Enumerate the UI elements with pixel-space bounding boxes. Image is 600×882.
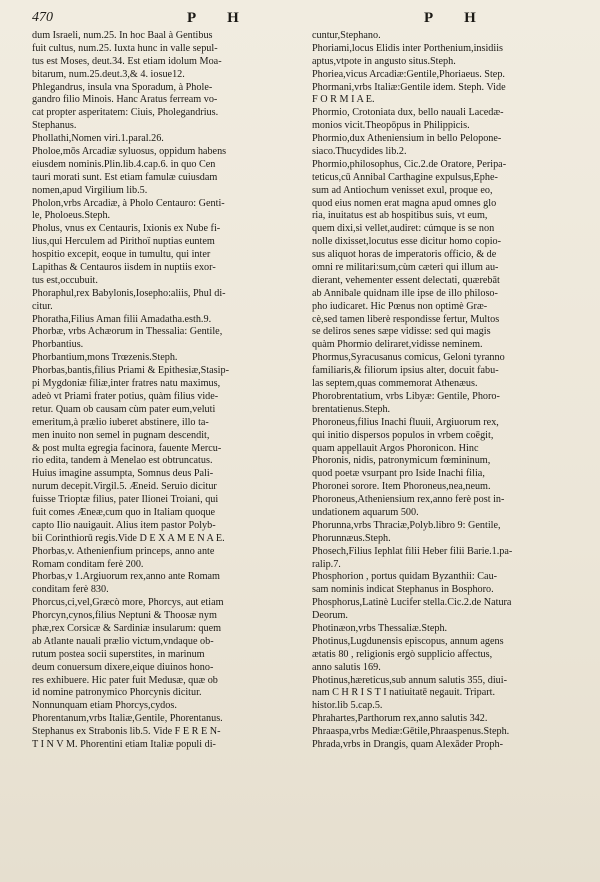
- text-line: las septem,quas commemorat Athenæus.: [312, 378, 478, 390]
- text-line: Phorbæ, vrbs Achæorum in Thessalia: Gentile,: [32, 326, 223, 338]
- text-line: histor.lib 5.cap.5.: [312, 700, 383, 712]
- text-line: fuit comes Æneæ,cum quo in Italiam quoque: [32, 506, 216, 518]
- text-line: Phosech,Filius Iephlat filii Heber filii Barie.1.pa-: [312, 545, 513, 557]
- text-line: Phoratha,Filius Aman filii Amadatha.esth.9.: [32, 313, 212, 325]
- text-line: retur. Quam ob causam cùm pater eum,veluti: [32, 403, 216, 415]
- text-line: adeò vt Priami frater potius, quàm filius vide-: [32, 390, 219, 402]
- text-line: aptus,vtpote in angusto situs.Steph.: [312, 55, 456, 67]
- text-line: lius,qui Herculem ad Pirithoï nuptias euntem: [32, 236, 215, 248]
- text-line: F O R M I A E.: [312, 94, 375, 106]
- text-line: gandro filio Minois. Hanc Aratus ferream vo-: [32, 94, 218, 106]
- text-line: Pholon,vrbs Arcadiæ, à Pholo Centauro: Genti-: [32, 197, 225, 209]
- text-line: Deorum.: [312, 610, 348, 622]
- text-line: Phollathi,Nomen viri.1.paral.26.: [32, 133, 164, 145]
- text-line: Romam conditam ferè 200.: [32, 558, 144, 570]
- text-line: phæ,rex Corsicæ & Sardiniæ insularum: quem: [32, 622, 222, 634]
- text-line: qui initio dispersos populos in vrbem coēgit,: [312, 429, 494, 441]
- text-line: Phormus,Syracusanus comicus, Geloni tyranno: [312, 352, 505, 364]
- text-line: Phoronis, nidis, patronymicum fœmininum,: [312, 455, 491, 467]
- text-line: Phorunnæus.Steph.: [312, 532, 391, 544]
- text-line: Phorobrentatium, vrbs Libyæ: Gentile, Phoro-: [312, 390, 500, 402]
- text-line: rutum postea socii superstites, in marinum: [32, 648, 205, 660]
- text-line: brentatienus.Steph.: [312, 403, 391, 415]
- text-line: le, Pholoeus.Steph.: [32, 210, 111, 222]
- running-head-left: P H: [187, 10, 253, 26]
- text-line: T I N V M. Phorentini etiam Italiæ populi di-: [32, 738, 216, 750]
- text-line: eiusdem nominis.Plin.lib.4.cap.6. in quo Cen: [32, 158, 216, 170]
- text-line: deum conuersum dixere,eique diuinos hono-: [32, 661, 214, 673]
- text-line: hospitio excepit, eoque in tumultu, qui inter: [32, 249, 211, 261]
- text-line: Phoraphul,rex Babylonis,Iosepho:aliis, Phul di-: [32, 287, 226, 299]
- text-line: Phorcus,ci,vel,Græcò more, Phorcys, aut etiam: [32, 597, 224, 609]
- text-line: omni re militari:sum,cùm cæteri qui illum au-: [312, 262, 499, 274]
- text-line: Stephanus ex Strabonis lib.5. Vide F E R E N-: [32, 726, 221, 738]
- text-line: sum ad Antiochum venisset exul, proque eo,: [312, 184, 493, 196]
- text-line: cè,sed tamen liberè respondisse fertur, Multos: [312, 313, 500, 325]
- text-line: Phosphorion , portus quidam Byzanthii: Cau-: [312, 571, 498, 583]
- text-line: Phrada,vrbs in Drangis, quam Alexāder Proph-: [312, 738, 503, 750]
- text-line: tus est,occubuit.: [32, 274, 98, 286]
- text-line: tauri morati sunt. Est etiam famulæ cuiusdam: [32, 171, 218, 183]
- text-line: Phlegandrus, insula vna Sporadum, à Phole-: [32, 81, 213, 93]
- text-line: fuisse Trioptæ filius, pater Ilionei Troiani, qui: [32, 494, 219, 506]
- text-line: Phoronei sorore. Item Phoroneus,nea,neum.: [312, 481, 491, 493]
- text-line: Phormani,vrbs Italiæ:Gentile idem. Steph. Vide: [312, 81, 506, 93]
- text-line: monios vicit.Theopōpus in Philippicis.: [312, 120, 470, 132]
- text-line: emeritum,à prælio iuberet abstinere, illo ta-: [32, 416, 209, 428]
- text-line: ria, inuitatus est ab hospitibus suis, vt eum,: [312, 210, 488, 222]
- text-line: nolle dixisset,locutus esse dicitur homo copio-: [312, 236, 502, 248]
- text-line: bitarum, num.25.deut.3,& 4. iosue12.: [32, 68, 185, 80]
- text-line: capto Ilio nauigauit. Alius item pastor Polyb-: [32, 519, 216, 531]
- text-line: nomen,apud Virgilium lib.5.: [32, 184, 148, 196]
- text-line: Huius imagine assumpta, Somnus deus Pali-: [32, 468, 214, 480]
- text-line: rio edita, tandem à Menelao est obtruncatus.: [32, 455, 213, 467]
- text-line: Pholoe,mōs Arcadiæ syluosus, oppidum habens: [32, 146, 227, 158]
- text-line: fuit cultus, num.25. Iuxta hunc in valle sepul-: [32, 42, 218, 54]
- text-line: tus est Moses, deut.34. Est etiam idolum Moa-: [32, 55, 222, 67]
- text-line: Phorbantium,mons Trœzenis.Steph.: [32, 352, 178, 364]
- text-line: sam nominis indicat Stephanus in Bosphoro.: [312, 584, 494, 596]
- text-line: men inuito non semel in pugnam descendit,: [32, 429, 210, 441]
- text-line: se deliros senes sæpe vidisse: sed qui magis: [312, 326, 491, 338]
- text-line: Phorentanum,vrbs Italiæ,Gentile, Phorentanus.: [32, 713, 223, 725]
- text-line: res exhibuere. Hic pater fuit Medusæ, quæ ob: [32, 674, 218, 686]
- text-line: quod poetæ vsurpant pro Iside Inachi filia,: [312, 468, 485, 480]
- text-line: Phorbantius.: [32, 339, 84, 351]
- page-number: 470: [32, 10, 53, 25]
- running-head-right: P H: [424, 10, 490, 26]
- text-line: Photinus,hæreticus,sub annum salutis 355, diui-: [312, 674, 507, 686]
- text-line: conditam ferè 830.: [32, 584, 109, 596]
- text-line: Phrahartes,Parthorum rex,anno salutis 342.: [312, 713, 488, 725]
- page-header: [32, 8, 572, 30]
- text-line: Photinus,Lugdunensis episcopus, annum agens: [312, 635, 504, 647]
- text-line: Phoroneus,Atheniensium rex,anno ferè post in-: [312, 494, 505, 506]
- text-line: ralip.7.: [312, 558, 341, 570]
- text-line: quàm Phormio deliraret,vidisse neminem.: [312, 339, 483, 351]
- text-line: pi Mygdoniæ filiæ,inter fratres natu maximus,: [32, 378, 221, 390]
- text-line: Phoriami,locus Elidis inter Porthenium,insidiis: [312, 42, 504, 54]
- text-line: Phorbas,v. Athenienfium princeps, anno ante: [32, 545, 215, 557]
- text-line: ætatis 80 , religionis ergò supplicio affectus,: [312, 648, 493, 660]
- text-line: Phorbas,v 1.Argiuorum rex,anno ante Romam: [32, 571, 220, 583]
- text-line: quod eius nomen erat magna apud omnes glo: [312, 197, 497, 209]
- text-line: nurum decepit.Virgil.5. Æneid. Seruio dicitur: [32, 481, 217, 493]
- text-line: cat propter asperitatem: Ciuis, Pholegandrius.: [32, 107, 219, 119]
- text-line: dum Israeli, num.25. In hoc Baal à Gentibus: [32, 30, 213, 41]
- text-line: pho iudicaret. Hic Pœnus non optimè Græ-: [312, 300, 488, 312]
- text-line: undationem aquarum 500.: [312, 506, 419, 518]
- text-line: Phorbas,bantis,filius Priami & Epithesiæ,Stasip-: [32, 365, 229, 377]
- text-line: sus aliquot horas de imperatoris officio, & de: [312, 249, 497, 261]
- text-line: Phoroneus,filius Inachi fluuii, Argiuorum rex,: [312, 416, 499, 428]
- text-line: Lapithas & Centauros iisdem in nuptiis exor-: [32, 262, 216, 274]
- text-line: ab Annibale quidnam ille ipse de illo philoso-: [312, 287, 498, 299]
- text-line: bii Corinthiorū regis.Vide D E X A M E N A E.: [32, 532, 225, 544]
- text-line: Photinæon,vrbs Thessaliæ.Steph.: [312, 622, 448, 634]
- text-line: Phosphorus,Latinè Lucifer stella.Cic.2.de Natura: [312, 597, 512, 609]
- text-line: id nomine patronymico Phorcynis dicitur.: [32, 687, 202, 699]
- right-column: [312, 30, 574, 752]
- text-line: Phorunna,vrbs Thraciæ,Polyb.libro 9: Gentile,: [312, 519, 501, 531]
- text-line: Phormio, Crotoniata dux, bello nauali Lacedæ-: [312, 107, 504, 119]
- text-line: siaco.Thucydides lib.2.: [312, 146, 407, 158]
- text-line: familiaris,& filiorum ipsius alter, docuit fabu-: [312, 365, 499, 377]
- text-line: ab Atlante nauali prælio victum,vndaque ob-: [32, 635, 214, 647]
- text-line: Phraaspa,vrbs Mediæ:Gētile,Phraaspenus.Steph.: [312, 726, 510, 738]
- text-line: citur.: [32, 300, 53, 312]
- left-column: [32, 30, 308, 752]
- text-line: quem dixi,si vellet,audiret: cúmque is se non: [312, 223, 495, 235]
- text-line: Stephanus.: [32, 120, 77, 132]
- text-line: Phorcyn,cynos,filius Neptuni & Thoosæ nym: [32, 610, 217, 622]
- text-line: nam C H R I S T I natiuitatē negauit. Tripart.: [312, 687, 495, 699]
- text-line: Nonnunquam etiam Phorcys,cydos.: [32, 700, 177, 712]
- text-line: Phormio,philosophus, Cic.2.de Oratore, Peripa-: [312, 158, 507, 170]
- text-line: Phoriea,vicus Arcadiæ:Gentile,Phoriaeus. Step.: [312, 68, 505, 80]
- text-line: & post multa egregia facinora, fauente Mercu-: [32, 442, 222, 454]
- text-line: Pholus, vnus ex Centauris, Ixionis ex Nube fi-: [32, 223, 221, 235]
- text-line: quam appellauit Argos Phoronicon. Hinc: [312, 442, 479, 454]
- text-line: anno salutis 169.: [312, 661, 381, 673]
- text-line: Phormio,dux Atheniensium in bello Pelopone-: [312, 133, 502, 145]
- text-line: cuntur,Stephano.: [312, 30, 381, 41]
- text-line: dierant, vehementer essent delectati, quærebāt: [312, 274, 500, 286]
- text-line: teticus,cū Annibal Carthagine expulsus,Ephe-: [312, 171, 498, 183]
